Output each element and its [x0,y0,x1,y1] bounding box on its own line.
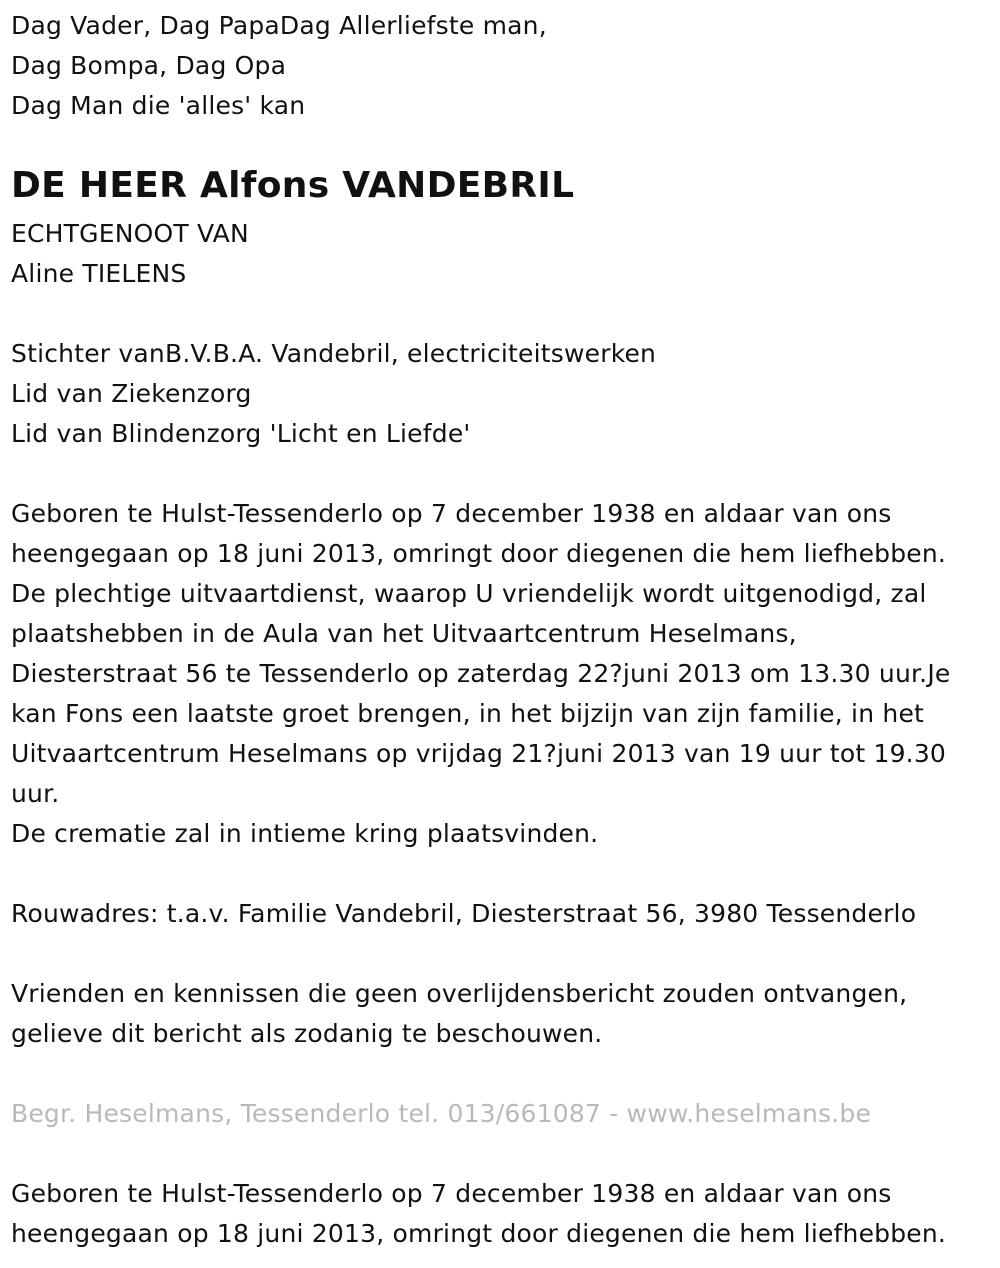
funeral-home-footer: Begr. Heselmans, Tessenderlo tel. 013/661087 - www.heselmans.be [11,1099,872,1128]
announcement-line-9: De crematie zal in intieme kring plaatsvinden. [11,819,599,848]
announcement-line-2: heengegaan op 18 juni 2013, omringt door diegenen die hem liefhebben. [11,539,947,568]
announcement-line-8: uur. [11,779,60,808]
repeat-line-2: heengegaan op 18 juni 2013, omringt door diegenen die hem liefhebben. [11,1219,947,1248]
spouse-name: Aline TIELENS [11,259,187,288]
announcement-line-6: kan Fons een laatste groet brengen, in het bijzijn van zijn familie, in het [11,699,925,728]
membership-line-3: Lid van Blindenzorg 'Licht en Liefde' [11,419,471,448]
mourning-address: Rouwadres: t.a.v. Familie Vandebril, Diesterstraat 56, 3980 Tessenderlo [11,899,917,928]
membership-line-2: Lid van Ziekenzorg [11,379,252,408]
opening-poem-line-1: Dag Vader, Dag PapaDag Allerliefste man, [11,11,547,40]
announcement-line-5: Diesterstraat 56 te Tessenderlo op zaterdag 22?juni 2013 om 13.30 uur.Je [11,659,951,688]
notice-line-1: Vrienden en kennissen die geen overlijdensbericht zouden ontvangen, [11,979,908,1008]
announcement-line-3: De plechtige uitvaartdienst, waarop U vriendelijk wordt uitgenodigd, zal [11,579,927,608]
opening-poem-line-2: Dag Bompa, Dag Opa [11,51,287,80]
announcement-line-7: Uitvaartcentrum Heselmans op vrijdag 21?juni 2013 van 19 uur tot 19.30 [11,739,947,768]
membership-line-1: Stichter vanB.V.B.A. Vandebril, electriciteitswerken [11,339,657,368]
repeat-line-1: Geboren te Hulst-Tessenderlo op 7 december 1938 en aldaar van ons [11,1179,892,1208]
announcement-line-4: plaatshebben in de Aula van het Uitvaartcentrum Heselmans, [11,619,797,648]
announcement-line-1: Geboren te Hulst-Tessenderlo op 7 december 1938 en aldaar van ons [11,499,892,528]
spouse-label: ECHTGENOOT VAN [11,219,249,248]
deceased-name-title: DE HEER Alfons VANDEBRIL [11,165,575,206]
notice-line-2: gelieve dit bericht als zodanig te beschouwen. [11,1019,603,1048]
opening-poem-line-3: Dag Man die 'alles' kan [11,91,306,120]
